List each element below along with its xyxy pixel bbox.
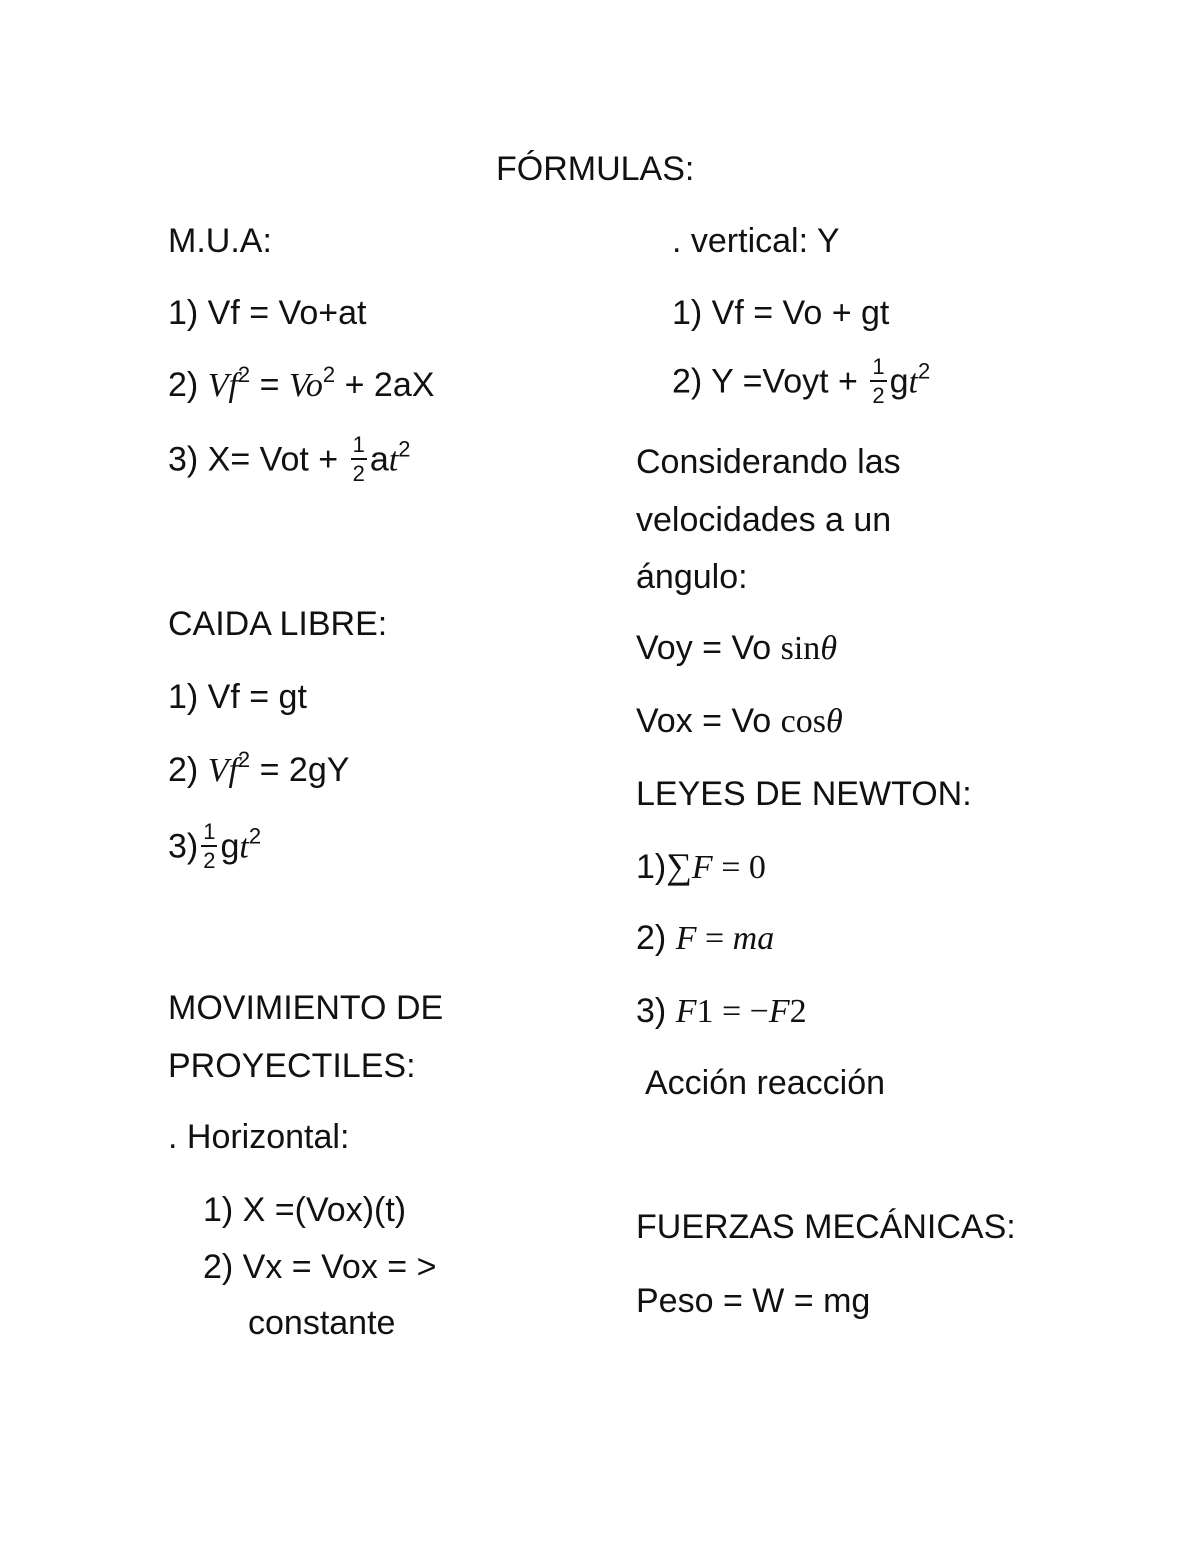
formula-number: 2) bbox=[168, 366, 208, 404]
fraction bbox=[351, 434, 367, 485]
equals-minus: = − bbox=[713, 993, 769, 1030]
angulo-line-3: ángulo: bbox=[636, 558, 748, 596]
proyectiles-heading-1: MOVIMIENTO DE bbox=[168, 989, 444, 1027]
newton-law-1 bbox=[636, 848, 766, 885]
vox-formula bbox=[636, 704, 843, 739]
formula-text: Voy = Vo bbox=[636, 629, 781, 667]
formula-text: 2) Y =Voyt + bbox=[672, 362, 868, 401]
formula-text: Vox = Vo bbox=[636, 702, 781, 740]
fraction-numerator: 1 bbox=[351, 434, 367, 460]
caida-formula-1: 1) Vf = gt bbox=[168, 678, 307, 716]
caida-heading: CAIDA LIBRE: bbox=[168, 605, 388, 643]
horizontal-heading: . Horizontal: bbox=[168, 1118, 350, 1156]
fraction-denominator: 2 bbox=[872, 383, 885, 408]
vertical-formula-1: 1) Vf = Vo + gt bbox=[672, 294, 890, 332]
formula-number: 2) bbox=[636, 919, 676, 957]
var-ma: ma bbox=[732, 920, 775, 957]
formula-number: 2) bbox=[168, 751, 208, 789]
cos-function: cos bbox=[780, 703, 826, 740]
angulo-line-1: Considerando las bbox=[636, 443, 901, 481]
caida-formula-3 bbox=[168, 819, 262, 874]
var-vf: Vf bbox=[207, 752, 238, 789]
formula-tail: + 2aX bbox=[335, 366, 435, 404]
fraction-denominator: 2 bbox=[203, 848, 216, 873]
page-title: FÓRMULAS: bbox=[496, 150, 695, 188]
subscript-1: 1 bbox=[696, 993, 714, 1030]
caida-formula-2 bbox=[168, 747, 350, 789]
exponent: 2 bbox=[322, 362, 336, 387]
fraction bbox=[201, 821, 217, 872]
mua-heading: M.U.A: bbox=[168, 222, 272, 260]
var-vo: Vo bbox=[288, 367, 323, 404]
newton-law-2 bbox=[636, 921, 774, 956]
equals: = bbox=[696, 920, 733, 957]
fraction-numerator: 1 bbox=[870, 356, 886, 382]
var-f1: F bbox=[675, 993, 697, 1030]
equation-rest: = 0 bbox=[712, 849, 766, 886]
exponent: 2 bbox=[237, 747, 251, 772]
var-f2: F bbox=[768, 993, 790, 1030]
sin-function: sin bbox=[780, 630, 821, 667]
horizontal-formula-1: 1) X =(Vox)(t) bbox=[203, 1191, 407, 1229]
coef: g bbox=[220, 827, 240, 866]
exponent: 2 bbox=[917, 358, 931, 384]
coef: g bbox=[889, 362, 909, 401]
vertical-heading: . vertical: Y bbox=[672, 222, 840, 260]
horizontal-formula-2-cont: constante bbox=[248, 1304, 396, 1342]
newton-note: Acción reacción bbox=[645, 1064, 886, 1102]
proyectiles-heading-2: PROYECTILES: bbox=[168, 1047, 416, 1085]
formula-tail: = 2gY bbox=[250, 751, 350, 789]
fraction-denominator: 2 bbox=[352, 461, 365, 486]
mua-formula-1: 1) Vf = Vo+at bbox=[168, 294, 367, 332]
exponent: 2 bbox=[248, 823, 262, 849]
mua-formula-3 bbox=[168, 432, 411, 487]
newton-law-3 bbox=[636, 994, 807, 1029]
coef: a bbox=[369, 440, 389, 479]
voy-formula bbox=[636, 631, 837, 666]
var-t: t bbox=[908, 363, 918, 401]
formula-number: 1) bbox=[636, 848, 667, 886]
exponent: 2 bbox=[237, 362, 251, 387]
subscript-2: 2 bbox=[789, 993, 807, 1030]
var-f: F bbox=[691, 849, 713, 886]
theta-symbol: θ bbox=[825, 703, 843, 740]
vertical-formula-2 bbox=[672, 354, 931, 409]
fuerzas-heading: FUERZAS MECÁNICAS: bbox=[636, 1208, 1016, 1246]
var-t: t bbox=[388, 441, 399, 479]
formula-text: 3) bbox=[168, 827, 199, 866]
formula-text: 3) X= Vot + bbox=[168, 440, 348, 479]
fraction-numerator: 1 bbox=[201, 821, 217, 847]
formula-number: 3) bbox=[636, 992, 676, 1030]
fraction bbox=[870, 356, 886, 407]
angulo-line-2: velocidades a un bbox=[636, 501, 892, 539]
theta-symbol: θ bbox=[820, 630, 838, 667]
horizontal-formula-2: 2) Vx = Vox = > bbox=[203, 1248, 437, 1286]
var-f: F bbox=[675, 920, 697, 957]
newton-heading: LEYES DE NEWTON: bbox=[636, 775, 972, 813]
exponent: 2 bbox=[398, 436, 411, 462]
var-vf: Vf bbox=[207, 367, 238, 404]
peso-formula: Peso = W = mg bbox=[636, 1282, 871, 1320]
sigma-symbol: ∑ bbox=[666, 846, 692, 886]
var-t: t bbox=[239, 828, 249, 866]
mua-formula-2 bbox=[168, 362, 435, 404]
equals: = bbox=[250, 366, 289, 404]
